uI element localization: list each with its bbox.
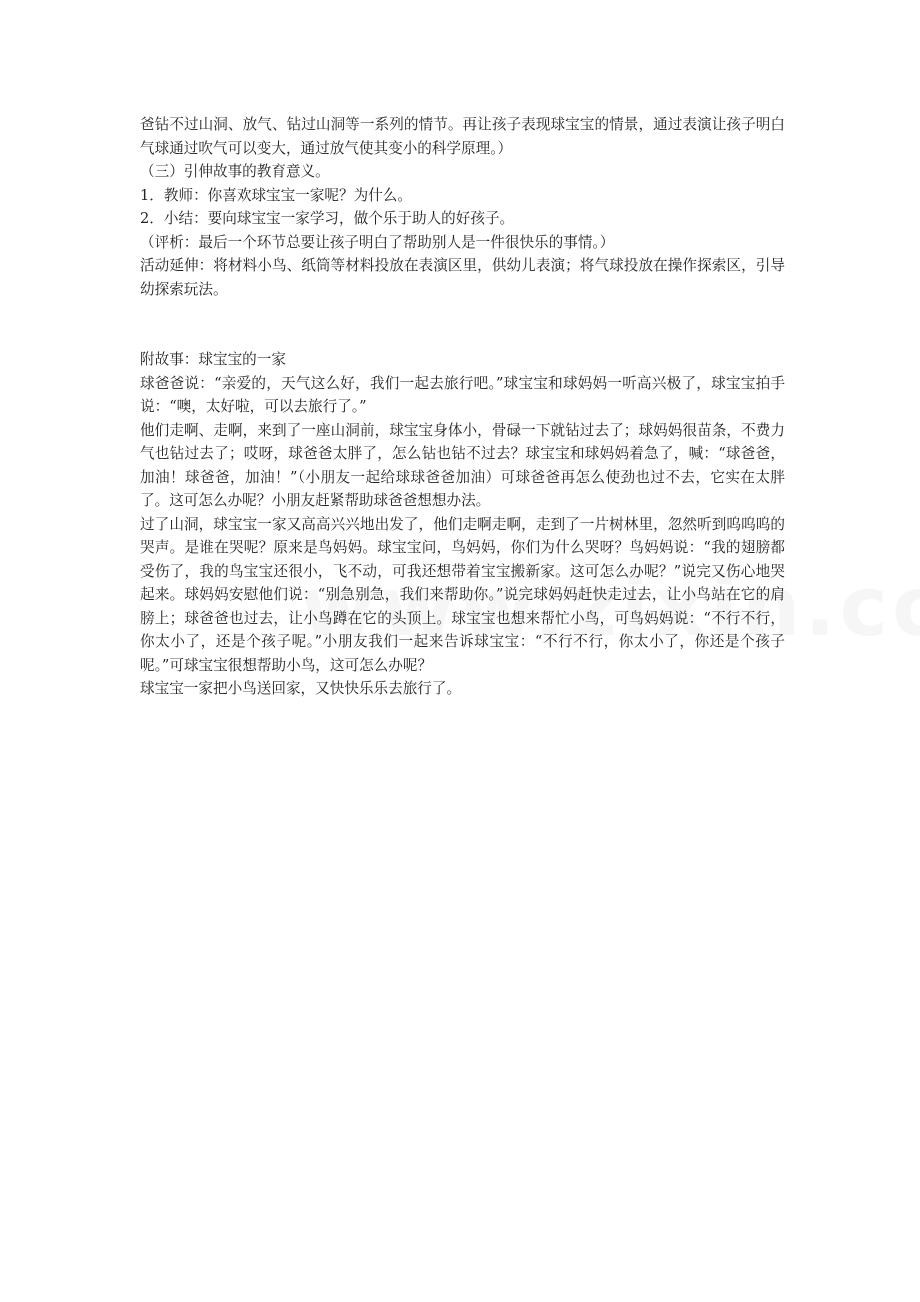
paragraph-summary: 2．小结：要向球宝宝一家学习，做个乐于助人的好孩子。	[140, 210, 515, 227]
story-paragraph: 他们走啊、走啊，来到了一座山洞前，球宝宝身体小，骨碌一下就钻过去了；球妈妈很苗条，不费力气也钻过去了；哎呀，球爸爸太胖了，怎么钻也钻不过去？球宝宝和球妈妈着急了，喊：“球爸爸，加油！球爸爸，加油！”（小朋友一起给球球爸爸加油）可球爸爸再怎么使劲也过不去，它实在太胖了。这可怎么办呢？小朋友赶紧帮助球爸爸想想办法。	[140, 421, 785, 509]
story-title: 附故事：球宝宝的一家	[140, 351, 286, 368]
paragraph-activity-extension: 活动延伸：将材料小鸟、纸筒等材料投放在表演区里，供幼儿表演；将气球投放在操作探索区，引导幼探索玩法。	[140, 257, 785, 298]
story-paragraph: 过了山洞，球宝宝一家又高高兴兴地出发了，他们走啊走啊，走到了一片树林里，忽然听到呜呜呜的哭声。是谁在哭呢？原来是鸟妈妈。球宝宝问，鸟妈妈，你们为什么哭呀？鸟妈妈说：“我的翅膀都受伤了，我的鸟宝宝还很小，飞不动，可我还想带着宝宝搬新家。这可怎么办呢？”说完又伤心地哭起来。球妈妈安慰他们说：“别急别急，我们来帮助你。”说完球妈妈赶快走过去，让小鸟站在它的肩膀上；球爸爸也过去，让小鸟蹲在它的头顶上。球宝宝也想来帮忙小鸟，可鸟妈妈说：“不行不行，你太小了，还是个孩子呢。”小朋友我们一起来告诉球宝宝：“不行不行，你太小了，你还是个孩子呢。”可球宝宝很想帮助小鸟，这可怎么办呢？	[140, 515, 785, 674]
paragraph-section-three-heading: （三）引伸故事的教育意义。	[140, 163, 330, 180]
paragraph-teacher-question: 1．教师：你喜欢球宝宝一家呢？为什么。	[140, 186, 412, 204]
section-spacer	[140, 301, 785, 348]
story-paragraph: 球宝宝一家把小鸟送回家，又快快乐乐去旅行了。	[140, 680, 462, 697]
story-paragraph: 球爸爸说：“亲爱的，天气这么好，我们一起去旅行吧。”球宝宝和球妈妈一听高兴极了，球宝宝拍手说：“噢，太好啦，可以去旅行了。”	[140, 374, 785, 415]
paragraph-evaluation: （评析：最后一个环节总要让孩子明白了帮助别人是一件很快乐的事情。）	[140, 233, 615, 251]
document-body	[140, 113, 785, 701]
paragraph-story-acting-note: 爸钻不过山洞、放气、钻过山洞等一系列的情节。再让孩子表现球宝宝的情景，通过表演让孩子明白气球通过吹气可以变大，通过放气使其变小的科学原理。）	[140, 116, 785, 157]
